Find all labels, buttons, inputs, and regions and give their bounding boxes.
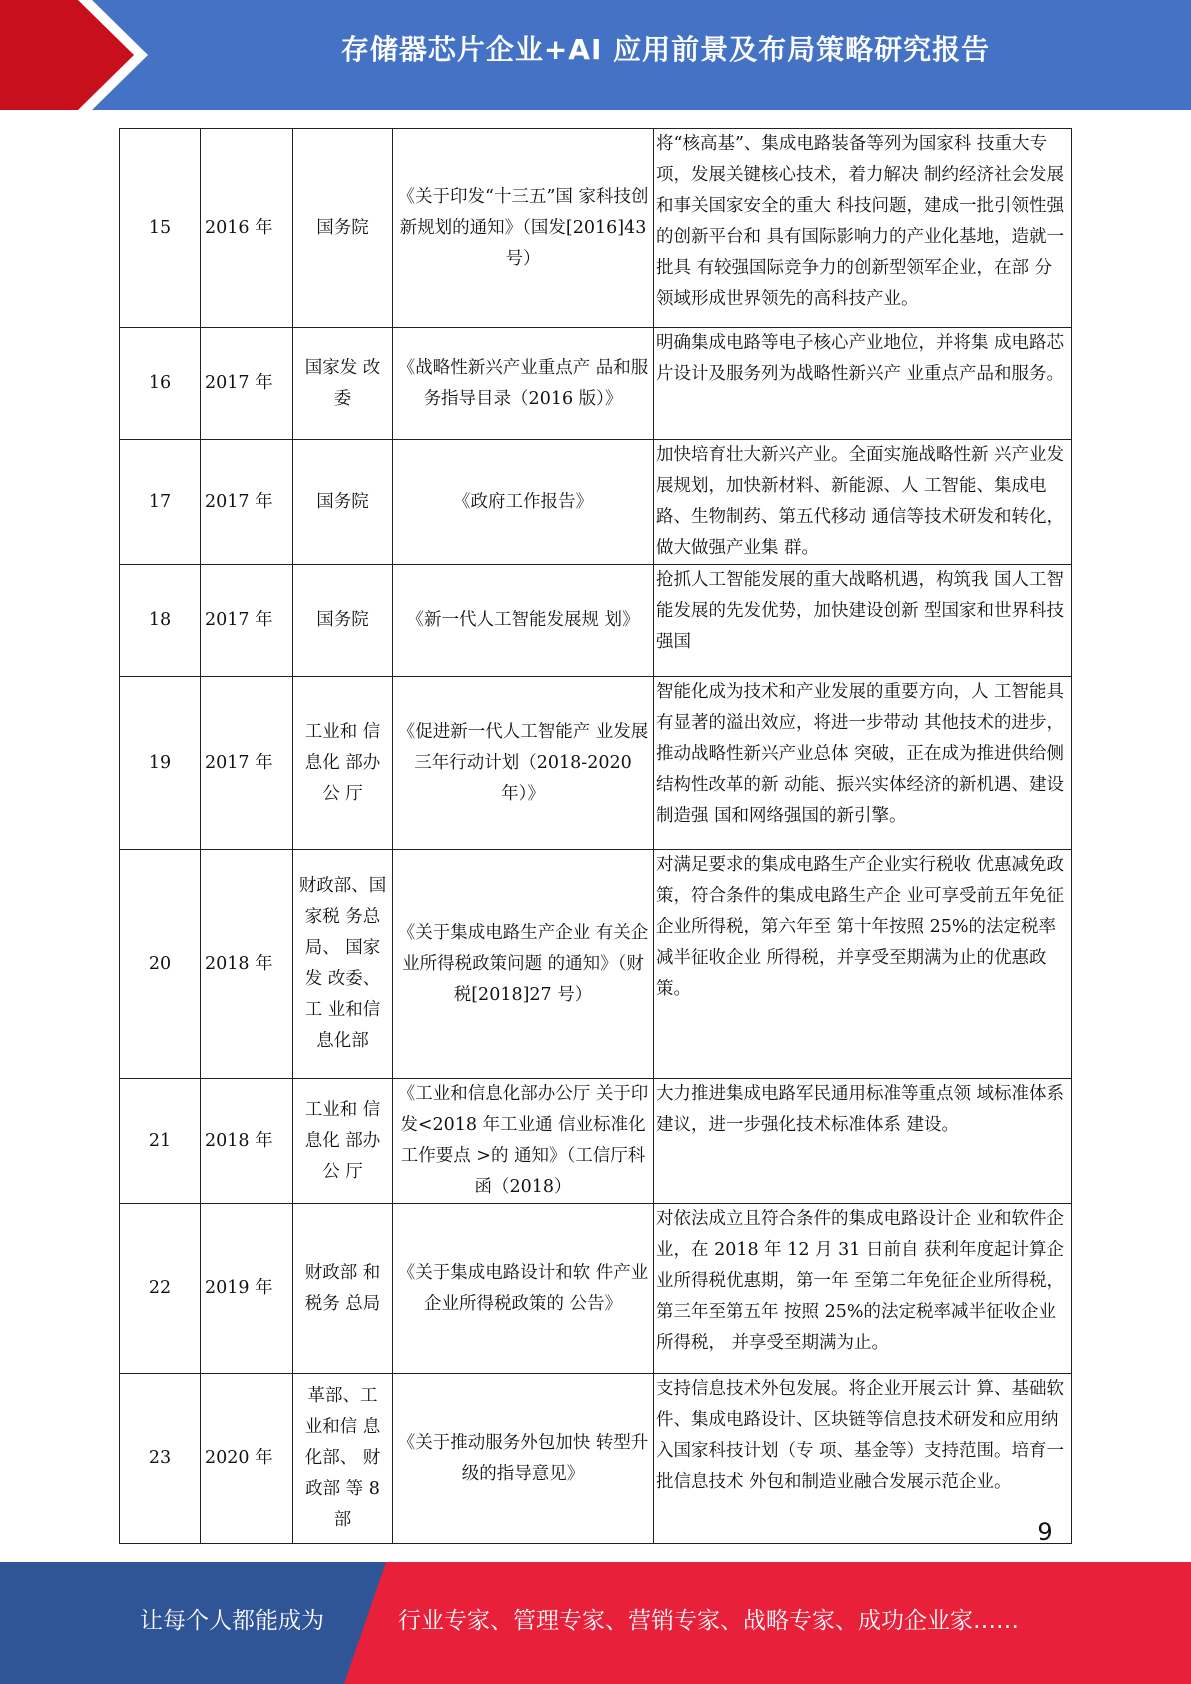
row-year: 2017 年 xyxy=(201,328,293,440)
row-department: 工业和 信息化 部办公 厅 xyxy=(293,677,393,850)
row-content: 明确集成电路等电子核心产业地位，并将集 成电路芯片设计及服务列为战略性新兴产 业重点产品和服务。 xyxy=(654,328,1072,440)
table-row xyxy=(120,850,1072,1079)
table-row xyxy=(120,328,1072,440)
row-document: 《工业和信息化部办公厅 关于印发<2018 年工业通 信业标准化工作要点 >的 通知》（工信厅科函（2018） xyxy=(393,1079,654,1204)
row-document: 《关于推动服务外包加快 转型升级的指导意见》 xyxy=(393,1374,654,1544)
table-row xyxy=(120,1204,1072,1374)
footer-slogan-left: 让每个人都能成为 xyxy=(140,1608,324,1634)
table-row xyxy=(120,677,1072,850)
row-number: 20 xyxy=(120,850,201,1079)
row-document: 《促进新一代人工智能产 业发展三年行动计划（2018-2020 年）》 xyxy=(393,677,654,850)
footer-slogan-right: 行业专家、管理专家、营销专家、战略专家、成功企业家…… xyxy=(398,1608,1019,1634)
table-row xyxy=(120,1079,1072,1204)
row-year: 2018 年 xyxy=(201,850,293,1079)
row-content: 支持信息技术外包发展。将企业开展云计 算、基础软件、集成电路设计、区块链等信息技术研发和应用纳入国家科技计划（专 项、基金等）支持范围。培育一批信息技术 外包和制造业融合发展示范企业。 xyxy=(654,1374,1072,1544)
row-department: 工业和 信息化 部办公 厅 xyxy=(293,1079,393,1204)
row-content: 将“核高基”、集成电路装备等列为国家科 技重大专项，发展关键核心技术，着力解决 制约经济社会发展和事关国家安全的重大 科技问题，建成一批引领性强的创新平台和 具有国际影响力的产业化基地，造就一批具 有较强国际竞争力的创新型领军企业，在部 分领域形成世界领先的高科技产业。 xyxy=(654,129,1072,328)
report-title: 存储器芯片企业+AI 应用前景及布局策略研究报告 xyxy=(340,33,991,66)
row-year: 2017 年 xyxy=(201,677,293,850)
row-year: 2018 年 xyxy=(201,1079,293,1204)
row-content: 对依法成立且符合条件的集成电路设计企 业和软件企业，在 2018 年 12 月 31 日前自 获利年度起计算企业所得税优惠期，第一年 至第二年免征企业所得税，第三年至第五年 按照 25%的法定税率减半征收企业所得税， 并享受至期满为止。 xyxy=(654,1204,1072,1374)
table-row xyxy=(120,1374,1072,1544)
row-year: 2016 年 xyxy=(201,129,293,328)
row-number: 17 xyxy=(120,440,201,565)
table-row xyxy=(120,565,1072,677)
row-document: 《关于集成电路生产企业 有关企业所得税政策问题 的通知》（财税[2018]27 号） xyxy=(393,850,654,1079)
policy-table xyxy=(119,128,1072,1544)
row-department: 国家发 改委 xyxy=(293,328,393,440)
row-number: 19 xyxy=(120,677,201,850)
row-number: 16 xyxy=(120,328,201,440)
header-arrow-decoration xyxy=(0,0,160,110)
row-number: 21 xyxy=(120,1079,201,1204)
row-document: 《关于集成电路设计和软 件产业企业所得税政策的 公告》 xyxy=(393,1204,654,1374)
row-department: 革部、工 业和信 息化部、 财政部 等 8 部 xyxy=(293,1374,393,1544)
row-content: 对满足要求的集成电路生产企业实行税收 优惠减免政策，符合条件的集成电路生产企 业可享受前五年免征企业所得税，第六年至 第十年按照 25%的法定税率减半征收企业 所得税，并享受至期满为止的优惠政策。 xyxy=(654,850,1072,1079)
row-year: 2019 年 xyxy=(201,1204,293,1374)
table-row xyxy=(120,440,1072,565)
row-number: 23 xyxy=(120,1374,201,1544)
page-number: 9 xyxy=(1037,1518,1053,1546)
row-document: 《关于印发“十三五”国 家科技创新规划的通知》（国发[2016]43 号） xyxy=(393,129,654,328)
row-department: 财政部、国家税 务总局、 国家发 改委、工 业和信 息化部 xyxy=(293,850,393,1079)
row-number: 15 xyxy=(120,129,201,328)
row-content: 大力推进集成电路军民通用标准等重点领 域标准体系建议，进一步强化技术标准体系 建设。 xyxy=(654,1079,1072,1204)
row-document: 《新一代人工智能发展规 划》 xyxy=(393,565,654,677)
row-document: 《政府工作报告》 xyxy=(393,440,654,565)
row-number: 18 xyxy=(120,565,201,677)
row-document: 《战略性新兴产业重点产 品和服务指导目录（2016 版）》 xyxy=(393,328,654,440)
row-content: 智能化成为技术和产业发展的重要方向，人 工智能具有显著的溢出效应，将进一步带动 其他技术的进步，推动战略性新兴产业总体 突破，正在成为推进供给侧结构性改革的新 动能、振兴实体经济的新机遇、建设制造强 国和网络强国的新引擎。 xyxy=(654,677,1072,850)
row-department: 国务院 xyxy=(293,129,393,328)
row-year: 2017 年 xyxy=(201,440,293,565)
table-row xyxy=(120,129,1072,328)
row-department: 国务院 xyxy=(293,565,393,677)
row-department: 财政部 和税务 总局 xyxy=(293,1204,393,1374)
row-year: 2020 年 xyxy=(201,1374,293,1544)
row-year: 2017 年 xyxy=(201,565,293,677)
row-number: 22 xyxy=(120,1204,201,1374)
row-content: 抢抓人工智能发展的重大战略机遇，构筑我 国人工智能发展的先发优势，加快建设创新 型国家和世界科技强国 xyxy=(654,565,1072,677)
page-header xyxy=(0,0,1191,110)
row-content: 加快培育壮大新兴产业。全面实施战略性新 兴产业发展规划，加快新材料、新能源、人 工智能、集成电路、生物制药、第五代移动 通信等技术研发和转化，做大做强产业集 群。 xyxy=(654,440,1072,565)
row-department: 国务院 xyxy=(293,440,393,565)
